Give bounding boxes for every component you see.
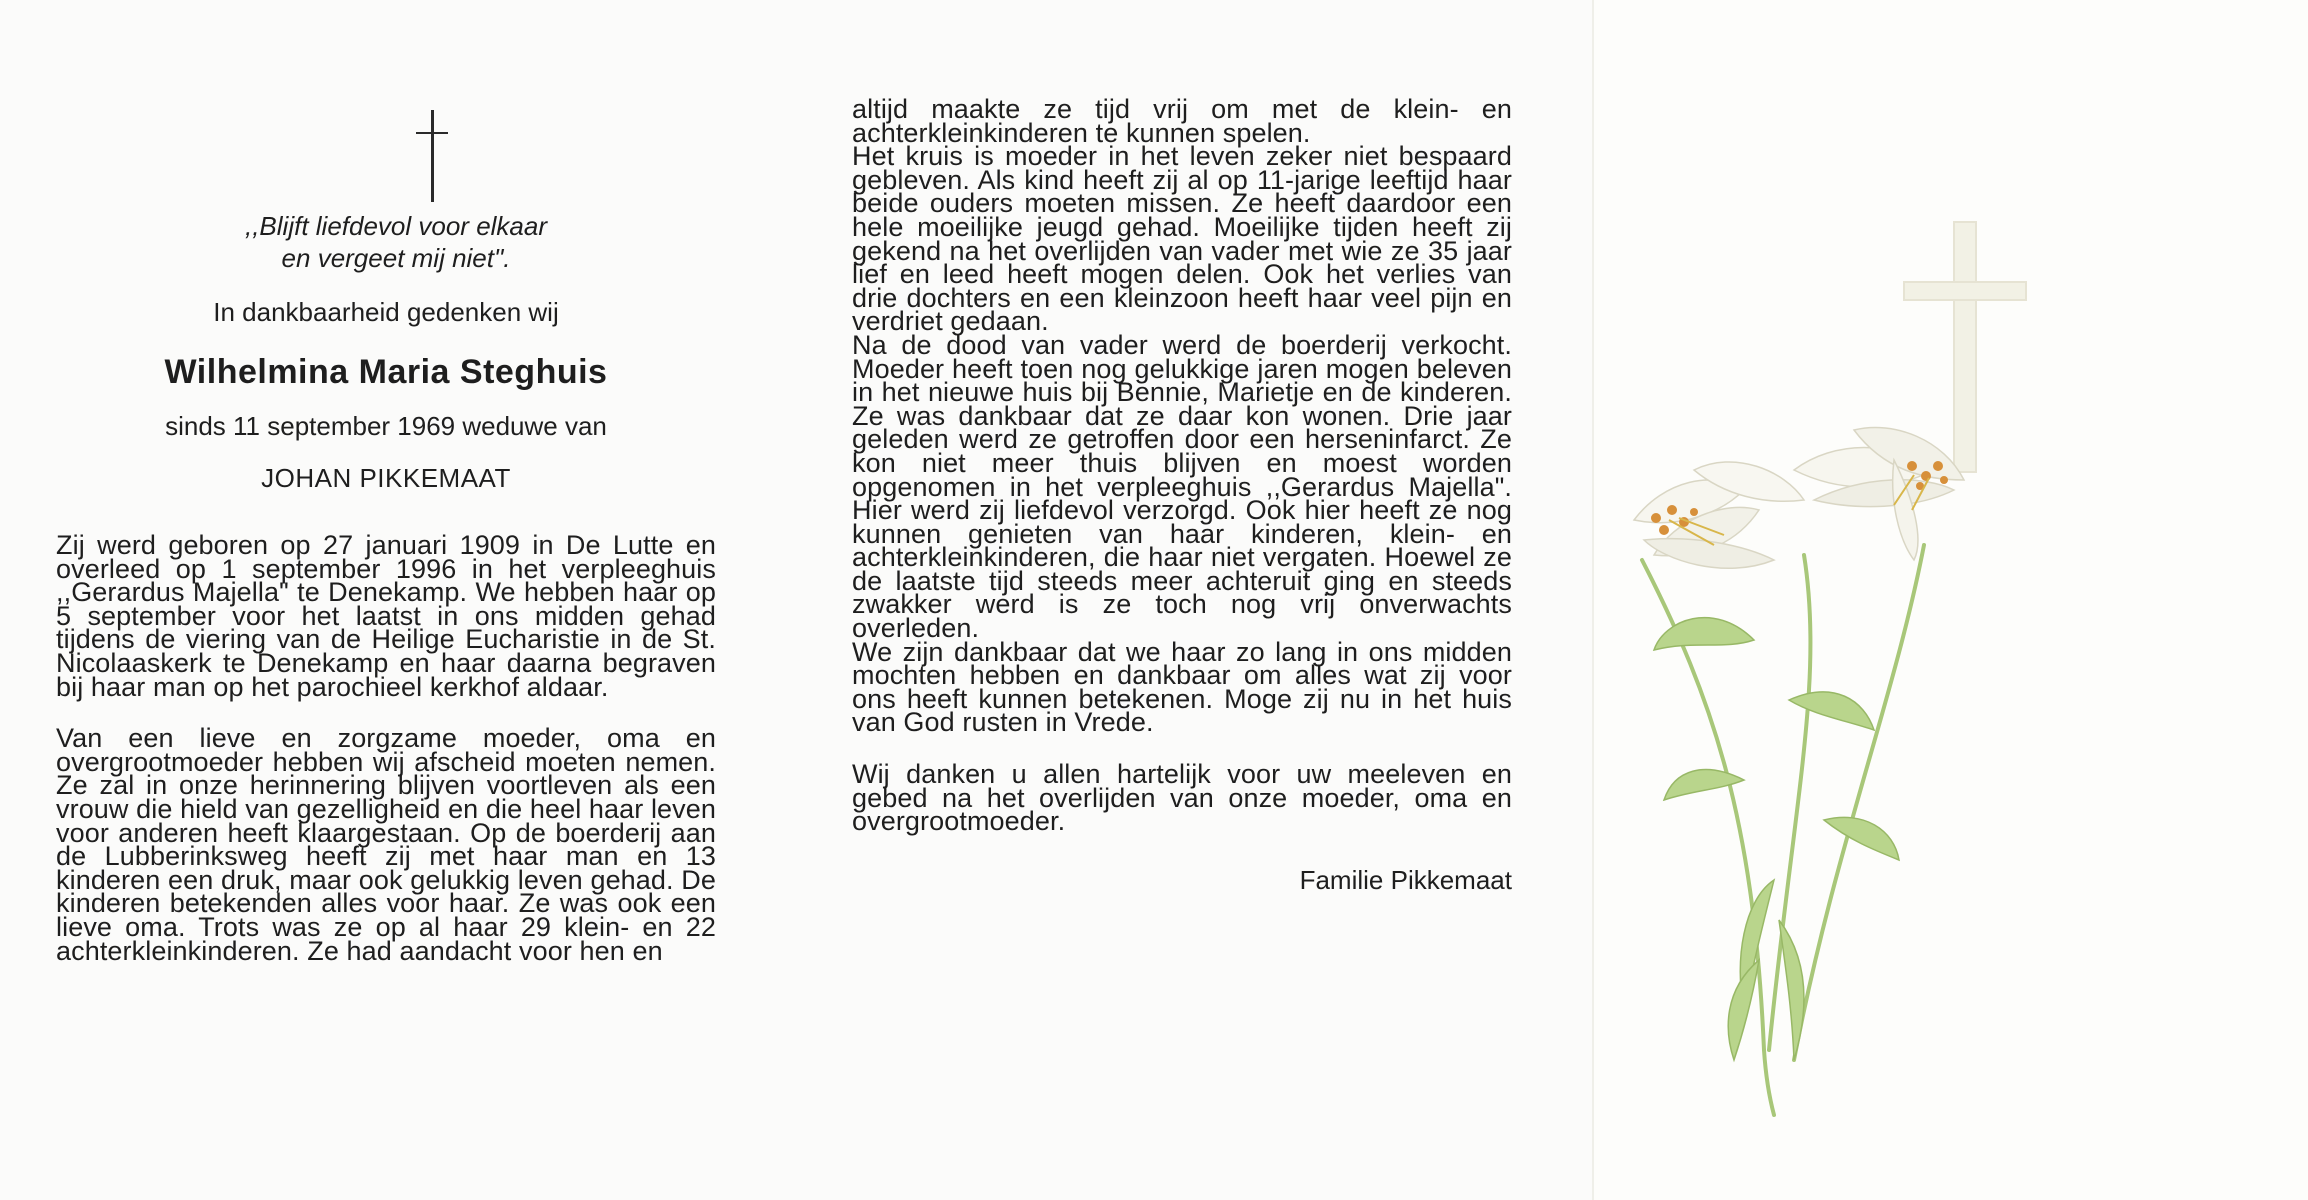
- signature: Familie Pikkemaat: [1299, 864, 1512, 895]
- left-column: [56, 110, 716, 966]
- thanks-paragraph: Wij danken u allen hartelijk voor uw meeleven en gebed na het overlijden van onze moeder, oma en overgrootmoeder.: [852, 759, 1512, 837]
- continued-paragraph: altijd maakte ze tijd vrij om met de klein- en achterkleinkinderen te kunnen spelen.: [852, 94, 1512, 148]
- deceased-name: Wilhelmina Maria Steghuis: [164, 353, 608, 391]
- middle-column: [852, 94, 1512, 896]
- lily-flowers-illustration: [1594, 0, 2308, 1200]
- illustration-panel: [1592, 0, 2308, 1200]
- gratitude-paragraph: We zijn dankbaar dat we haar zo lang in ons midden mochten hebben en dankbaar om alles wat zij voor ons heeft kunnen betekenen. Moge zij nu in het huis van God rusten in Vrede.: [852, 636, 1512, 738]
- widow-since-line: sinds 11 september 1969 weduwe van: [165, 411, 607, 441]
- quote: [56, 210, 656, 274]
- embossed-cross-icon: [1904, 222, 2026, 472]
- cross-icon: [412, 110, 452, 202]
- cross-paragraph: Het kruis is moeder in het leven zeker niet bespaard gebleven. Als kind heeft zij al op 11-jarige leeftijd haar beide ouders moeten missen. Ze heeft daardoor een hele moeilijke jeugd gehad. Moeilijke tijden heeft zij gekend na het overlijden van vader met wie ze 35 jaar lief en leed heeft mogen delen. Ook het verlies van drie dochters en een kleinzoon heeft haar veel pijn en verdriet gedaan.: [852, 141, 1512, 337]
- husband-name: JOHAN PIKKEMAAT: [261, 463, 511, 493]
- remembrance-paragraph: Van een lieve en zorgzame moeder, oma en overgrootmoeder hebben wij afscheid moeten nemen. Ze zal in onze herinnering blijven voortleven als een vrouw die hield van gezelligheid en die heel haar leven voor anderen heeft klaargestaan. Op de boerderij aan de Lubberinksweg heeft zij met haar man en 13 kinderen een druk, maar ook gelukkig leven gehad. De kinderen betekenden alles voor haar. Ze was ook een lieve oma. Trots was ze op al haar 29 klein- en 22 achterkleinkinderen. Ze had aandacht voor hen en: [56, 723, 716, 966]
- quote-line-1: ,,Blijft liefdevol voor elkaar: [244, 211, 548, 241]
- intro-line: In dankbaarheid gedenken wij: [213, 297, 559, 327]
- biography-paragraph: Zij werd geboren op 27 januari 1909 in De Lutte en overleed op 1 september 1996 in het verpleeghuis ,,Gerardus Majella" te Denekamp. We hebben haar op 5 september voor het laatst in ons midden gehad tijdens de viering van de Heilige Eucharistie in de St. Nicolaaskerk te Denekamp en haar daarna begraven bij haar man op het parochieel kerkhof aldaar.: [56, 530, 716, 702]
- later-years-paragraph: Na de dood van vader werd de boerderij verkocht. Moeder heeft toen nog gelukkige jaren mogen beleven in het nieuwe huis bij Bennie, Marietje en de kinderen. Ze was dankbaar dat ze daar kon wonen. Drie jaar geleden werd ze getroffen door een herseninfarct. Ze kon niet meer thuis blijven en moest worden opgenomen in het verpleeghuis ,,Gerardus Majella". Hier werd zij liefdevol verzorgd. Ook hier heeft ze nog kunnen genieten van haar kinderen, klein- en achterkleinkinderen, die haar niet vergaten. Hoewel ze de laatste tijd steeds meer achteruit ging en steeds zwakker werd is ze toch nog vrij onverwachts overleden.: [852, 329, 1512, 644]
- quote-line-2: en vergeet mij niet".: [281, 243, 511, 273]
